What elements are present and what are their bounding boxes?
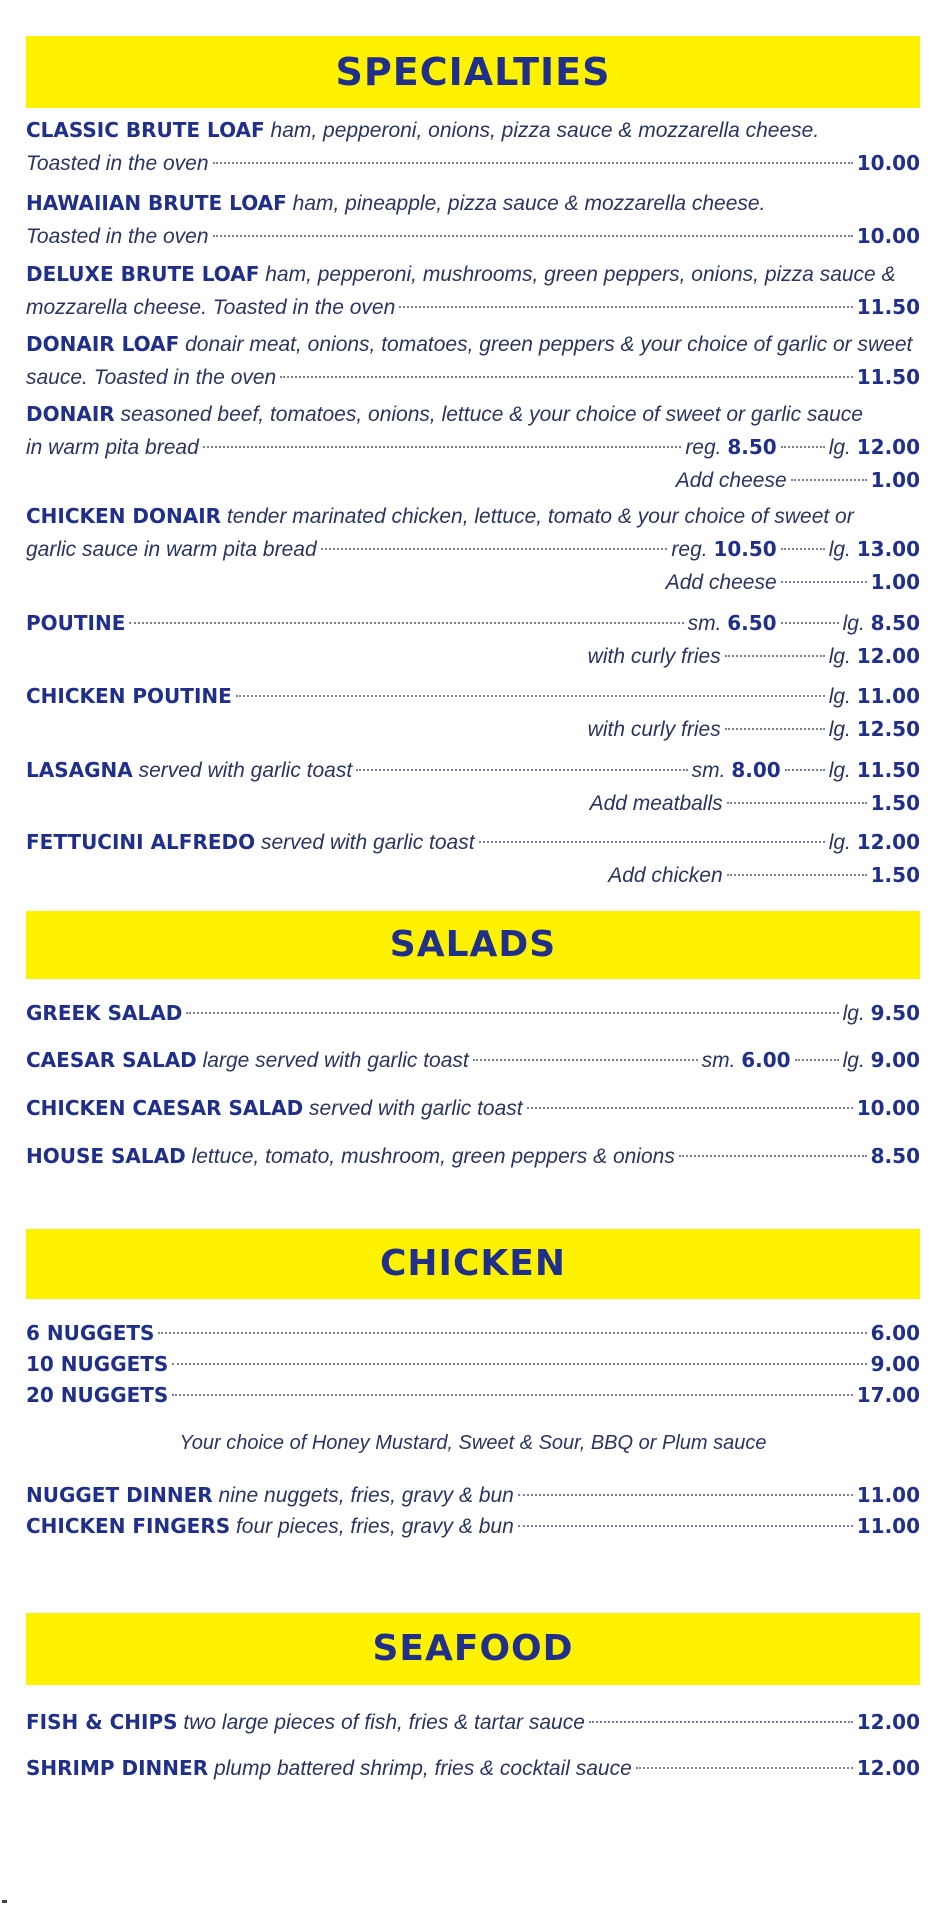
item-name: DELUXE BRUTE LOAF	[26, 262, 260, 286]
dot-leader	[636, 1767, 853, 1769]
extra-price: 12.00	[856, 644, 920, 668]
sauce-note: Your choice of Honey Mustard, Sweet & Sour, BBQ or Plum sauce	[179, 1432, 767, 1454]
menu-item-donair-loaf	[26, 328, 920, 394]
item-name: GREEK SALAD	[26, 1001, 183, 1025]
size-label: lg.	[828, 759, 851, 782]
item-price: 8.50	[870, 611, 920, 635]
size-label: lg.	[842, 612, 865, 635]
item-name: DONAIR LOAF	[26, 332, 180, 356]
item-price: 8.50	[870, 1144, 920, 1168]
item-price: 10.00	[856, 151, 920, 175]
item-price: 13.00	[856, 537, 920, 561]
item-description: Toasted in the oven	[26, 225, 209, 248]
dot-leader	[527, 1107, 853, 1109]
item-description: tender marinated chicken, lettuce, tomato & your choice of sweet or	[226, 505, 854, 528]
dot-leader	[236, 695, 825, 697]
menu-item-greek-salad	[26, 997, 920, 1030]
dot-leader	[795, 1059, 839, 1061]
dot-leader	[473, 1059, 698, 1061]
section-title-chicken: CHICKEN	[380, 1243, 566, 1284]
item-description: ham, pineapple, pizza sauce & mozzarella cheese.	[292, 192, 766, 215]
dot-leader	[518, 1494, 853, 1496]
size-label: lg.	[842, 1002, 865, 1025]
item-price: 11.00	[856, 1483, 920, 1507]
item-price: 9.00	[870, 1352, 920, 1376]
extra-label: with curly fries	[587, 718, 721, 741]
item-description: Toasted in the oven	[26, 152, 209, 175]
extra-label: with curly fries	[587, 645, 721, 668]
menu-item-20-nuggets	[26, 1379, 920, 1411]
section-banner-chicken	[26, 1229, 920, 1299]
item-description: large served with garlic toast	[202, 1049, 469, 1072]
item-description: donair meat, onions, tomatoes, green peppers & your choice of garlic or sweet	[185, 333, 913, 356]
section-title-salads: SALADS	[389, 924, 557, 965]
item-price: 6.50	[727, 611, 777, 635]
menu-item-lasagna	[26, 754, 920, 820]
menu-item-10-nuggets	[26, 1348, 920, 1380]
item-price: 12.00	[856, 830, 920, 854]
item-price: 11.50	[856, 365, 920, 389]
menu-item-chicken-caesar-salad	[26, 1092, 920, 1125]
dot-leader	[781, 446, 825, 448]
extra-label: Add cheese	[675, 469, 787, 492]
item-description: served with garlic toast	[138, 759, 353, 782]
dot-leader	[213, 162, 853, 164]
section-banner-seafood	[26, 1613, 920, 1685]
menu-item-caesar-salad	[26, 1044, 920, 1077]
extra-label: Add meatballs	[589, 792, 723, 815]
dot-leader	[321, 548, 668, 550]
dot-leader	[679, 1155, 867, 1157]
item-price: 11.50	[856, 758, 920, 782]
item-description: four pieces, fries, gravy & bun	[235, 1515, 514, 1538]
dot-leader	[356, 769, 687, 771]
item-description: lettuce, tomato, mushroom, green peppers & onions	[191, 1145, 675, 1168]
extra-label: Add cheese	[665, 571, 777, 594]
item-price: 10.00	[856, 1096, 920, 1120]
menu-item-house-salad	[26, 1140, 920, 1173]
item-description: mozzarella cheese. Toasted in the oven	[26, 296, 396, 319]
size-label: lg.	[828, 538, 851, 561]
menu-item-poutine	[26, 607, 920, 673]
section-title-seafood: SEAFOOD	[372, 1628, 574, 1669]
dot-leader	[727, 802, 867, 804]
item-name: HOUSE SALAD	[26, 1144, 186, 1168]
size-label: sm.	[691, 759, 726, 782]
item-price: 11.00	[856, 1514, 920, 1538]
item-description: served with garlic toast	[260, 831, 475, 854]
section-banner-salads	[26, 911, 920, 979]
dot-leader	[158, 1332, 866, 1334]
section-title-specialties: SPECIALTIES	[335, 50, 611, 94]
item-description: ham, pepperoni, onions, pizza sauce & mozzarella cheese.	[270, 119, 820, 142]
page-mark	[2, 1900, 7, 1903]
item-price: 8.50	[727, 435, 777, 459]
dot-leader	[725, 655, 825, 657]
item-name: CHICKEN FINGERS	[26, 1514, 231, 1538]
item-description: in warm pita bread	[26, 436, 199, 459]
item-price: 11.50	[856, 295, 920, 319]
section-banner-specialties	[26, 36, 920, 108]
dot-leader	[479, 841, 825, 843]
item-price: 10.00	[856, 224, 920, 248]
item-price: 10.50	[713, 537, 777, 561]
dot-leader	[727, 874, 867, 876]
item-price: 12.00	[856, 1756, 920, 1780]
item-name: CHICKEN DONAIR	[26, 504, 222, 528]
item-name: CLASSIC BRUTE LOAF	[26, 118, 265, 142]
item-name: FISH & CHIPS	[26, 1710, 178, 1734]
size-label: reg.	[671, 538, 708, 561]
menu-item-classic-brute-loaf	[26, 114, 920, 180]
item-description: seasoned beef, tomatoes, onions, lettuce & your choice of sweet or garlic sauce	[120, 403, 863, 426]
size-label: reg.	[685, 436, 722, 459]
item-name: CHICKEN CAESAR SALAD	[26, 1096, 304, 1120]
item-name: CHICKEN POUTINE	[26, 684, 232, 708]
item-name: DONAIR	[26, 402, 115, 426]
menu-item-fettucini-alfredo	[26, 826, 920, 892]
menu-item-nugget-dinner	[26, 1479, 920, 1512]
item-price: 6.00	[741, 1048, 791, 1072]
dot-leader	[186, 1012, 838, 1014]
item-price: 9.50	[870, 1001, 920, 1025]
item-name: CAESAR SALAD	[26, 1048, 197, 1072]
item-price: 12.00	[856, 1710, 920, 1734]
menu-item-shrimp-dinner	[26, 1752, 920, 1785]
extra-price: 1.50	[870, 791, 920, 815]
item-price: 8.00	[731, 758, 781, 782]
item-name: LASAGNA	[26, 758, 133, 782]
dot-leader	[725, 728, 825, 730]
dot-leader	[172, 1394, 852, 1396]
item-name: NUGGET DINNER	[26, 1483, 213, 1507]
dot-leader	[399, 306, 852, 308]
dot-leader	[172, 1363, 866, 1365]
extra-label: Add chicken	[608, 864, 723, 887]
item-name: POUTINE	[26, 611, 126, 635]
item-name: HAWAIIAN BRUTE LOAF	[26, 191, 287, 215]
dot-leader	[781, 581, 867, 583]
item-name: 20 NUGGETS	[26, 1383, 169, 1407]
item-price: 12.00	[856, 435, 920, 459]
item-description: two large pieces of fish, fries & tartar sauce	[183, 1711, 585, 1734]
dot-leader	[280, 376, 852, 378]
extra-price: 12.50	[856, 717, 920, 741]
dot-leader	[518, 1525, 853, 1527]
item-name: SHRIMP DINNER	[26, 1756, 209, 1780]
size-label: lg.	[828, 685, 851, 708]
size-label: lg.	[828, 718, 851, 741]
item-price: 17.00	[856, 1383, 920, 1407]
extra-price: 1.50	[870, 863, 920, 887]
item-description: sauce. Toasted in the oven	[26, 366, 277, 389]
menu-item-6-nuggets	[26, 1317, 920, 1349]
menu-item-chicken-poutine	[26, 680, 920, 746]
item-description: garlic sauce in warm pita bread	[26, 538, 317, 561]
extra-price: 1.00	[870, 468, 920, 492]
item-name: FETTUCINI ALFREDO	[26, 830, 256, 854]
item-price: 6.00	[870, 1321, 920, 1345]
menu-item-chicken-donair	[26, 500, 920, 599]
dot-leader	[785, 769, 825, 771]
dot-leader	[781, 548, 825, 550]
menu-item-hawaiian-brute-loaf	[26, 187, 920, 253]
item-name: 6 NUGGETS	[26, 1321, 155, 1345]
dot-leader	[791, 479, 867, 481]
dot-leader	[589, 1721, 853, 1723]
size-label: sm.	[687, 612, 722, 635]
menu-item-donair	[26, 398, 920, 497]
item-description: ham, pepperoni, mushrooms, green peppers, onions, pizza sauce &	[265, 263, 896, 286]
dot-leader	[129, 622, 683, 624]
dot-leader	[213, 235, 853, 237]
dot-leader	[203, 446, 682, 448]
item-description: served with garlic toast	[309, 1097, 523, 1120]
size-label: lg.	[828, 645, 851, 668]
item-description: nine nuggets, fries, gravy & bun	[218, 1484, 514, 1507]
size-label: lg.	[828, 436, 851, 459]
menu-item-deluxe-brute-loaf	[26, 258, 920, 324]
extra-price: 1.00	[870, 570, 920, 594]
size-label: sm.	[701, 1049, 736, 1072]
size-label: lg.	[842, 1049, 865, 1072]
dot-leader	[781, 622, 839, 624]
menu-item-chicken-fingers	[26, 1510, 920, 1543]
item-price: 11.00	[856, 684, 920, 708]
item-name: 10 NUGGETS	[26, 1352, 169, 1376]
size-label: lg.	[828, 831, 851, 854]
item-description: plump battered shrimp, fries & cocktail sauce	[213, 1757, 632, 1780]
item-price: 9.00	[870, 1048, 920, 1072]
menu-item-fish-and-chips	[26, 1706, 920, 1739]
